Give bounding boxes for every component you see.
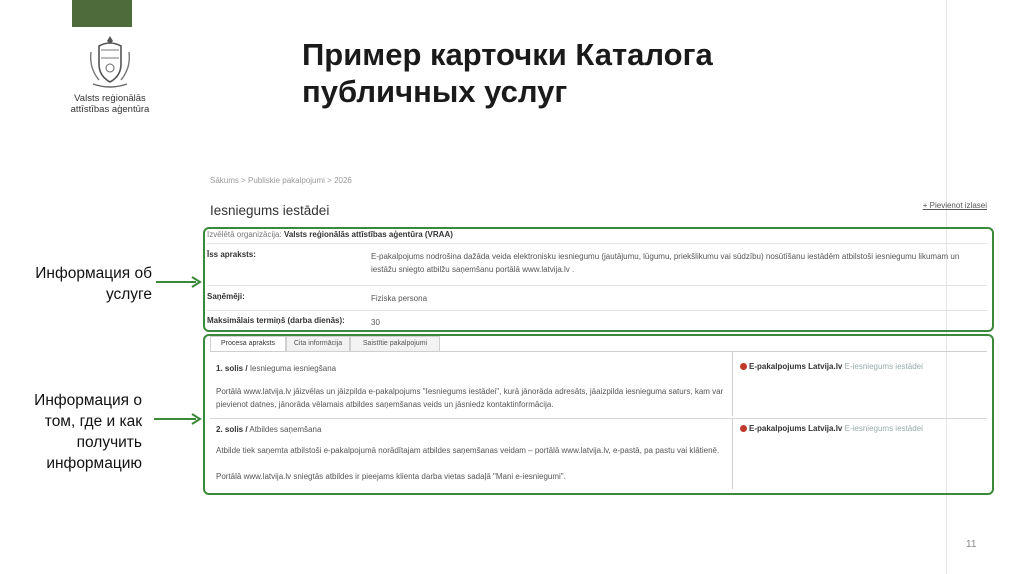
step-1-number: 1. solis / (216, 364, 248, 373)
eservice-icon (740, 425, 747, 432)
description-value: E-pakalpojums nodrošina dažāda veida elektronisku iesniegumu (jautājumu, lūgumu, priekšlikumu vai sūdzību) nosūtīšanu iestādēm atbilstoši iesniegumu likumam un iestāžu sniegto atbilžu saņemšanu portālā www.latvija.lv . (371, 252, 960, 274)
step-1-name: Iesnieguma iesniegšana (249, 364, 337, 373)
step-2-eservice-light: E-iesniegums iestādei (844, 424, 923, 433)
step-2-text-2: Portālā www.latvija.lv sniegtās atbildes ir pieejams klienta darba vietas sadaļā "Mani e-iesniegumi". (216, 472, 566, 481)
logo-line-2: attīstības aģentūra (70, 104, 150, 115)
step-1 (210, 352, 733, 416)
annotation-where-line-2: том, где и как (44, 413, 142, 430)
organization-row (207, 230, 453, 239)
breadcrumb[interactable]: Sākums > Publiskie pakalpojumi > 2026 (210, 176, 352, 185)
page-number: 11 (966, 539, 977, 550)
step-1-text: Portālā www.latvija.lv jāizvēlas un jāizpilda e-pakalpojums "Iesniegums iestādei", kurā jānorāda adresāts, jāaizpilda iesnieguma saturs, kam var pievienot datnes, jānorāda vēlamais atbildes saņemšanas veids un jāsniedz kontaktinformācija. (216, 387, 724, 409)
tab-other-info[interactable]: Cita informācija (286, 336, 350, 351)
coat-of-arms-icon (87, 34, 133, 90)
logo-line-1: Valsts reģionālās (74, 93, 146, 104)
recipients-value: Fiziska persona (371, 294, 428, 303)
recipients-label: Saņēmēji: (207, 292, 245, 301)
term-row (207, 310, 987, 327)
slide-title (302, 36, 902, 110)
tab-related-services[interactable]: Saistītie pakalpojumi (350, 336, 440, 351)
step-2-title (216, 425, 321, 434)
annotation-where-line-1: Информация о (34, 392, 142, 409)
annotation-service-info-line-1: Информация об (35, 265, 152, 282)
card-title: Iesniegums iestādei (210, 203, 330, 218)
step-1-eservice-bold: E-pakalpojums Latvija.lv (749, 362, 843, 371)
eservice-icon (740, 363, 747, 370)
step-2-text-1: Atbilde tiek saņemta atbilstoši e-pakalpojumā norādītajam atbildes saņemšanas veidam – portālā www.latvija.lv, e-pastā, pa pastu vai klātienē. (216, 446, 720, 455)
step-2-number: 2. solis / (216, 425, 248, 434)
annotation-where-line-4: информацию (46, 455, 142, 472)
arrow-right-icon (156, 276, 202, 288)
org-label: Izvēlētā organizācija: (207, 230, 282, 239)
description-row (207, 243, 987, 282)
tab-process-description[interactable]: Procesa apraksts (210, 336, 286, 351)
agency-logo (60, 34, 160, 115)
annotation-where-info (0, 390, 142, 474)
add-to-favorites-link[interactable]: + Pievienot izlasei (922, 201, 987, 210)
step-1-eservice-link[interactable] (740, 362, 923, 371)
term-value: 30 (371, 318, 380, 327)
step-2-eservice-link[interactable] (740, 424, 923, 433)
slide-title-line-1: Пример карточки Каталога (302, 37, 713, 72)
catalog-card-screenshot (200, 168, 995, 503)
step-1-title (216, 364, 336, 373)
step-2-name: Atbildes saņemšana (249, 425, 322, 434)
recipients-row (207, 285, 987, 310)
header-green-bar (72, 0, 132, 27)
step-2 (210, 419, 733, 489)
process-pane (210, 351, 987, 492)
term-label: Maksimālais termiņš (darba dienās): (207, 316, 345, 325)
arrow-right-icon (154, 413, 202, 425)
org-value[interactable]: Valsts reģionālās attīstības aģentūra (VRAA) (283, 230, 453, 239)
annotation-where-line-3: получить (76, 434, 142, 451)
description-label: Īss apraksts: (207, 250, 256, 259)
step-1-eservice-light: E-iesniegums iestādei (844, 362, 923, 371)
annotation-service-info-line-2: услуге (105, 286, 152, 303)
slide-title-line-2: публичных услуг (302, 74, 568, 109)
step-2-eservice-bold: E-pakalpojums Latvija.lv (749, 424, 843, 433)
annotation-service-info (0, 263, 152, 305)
